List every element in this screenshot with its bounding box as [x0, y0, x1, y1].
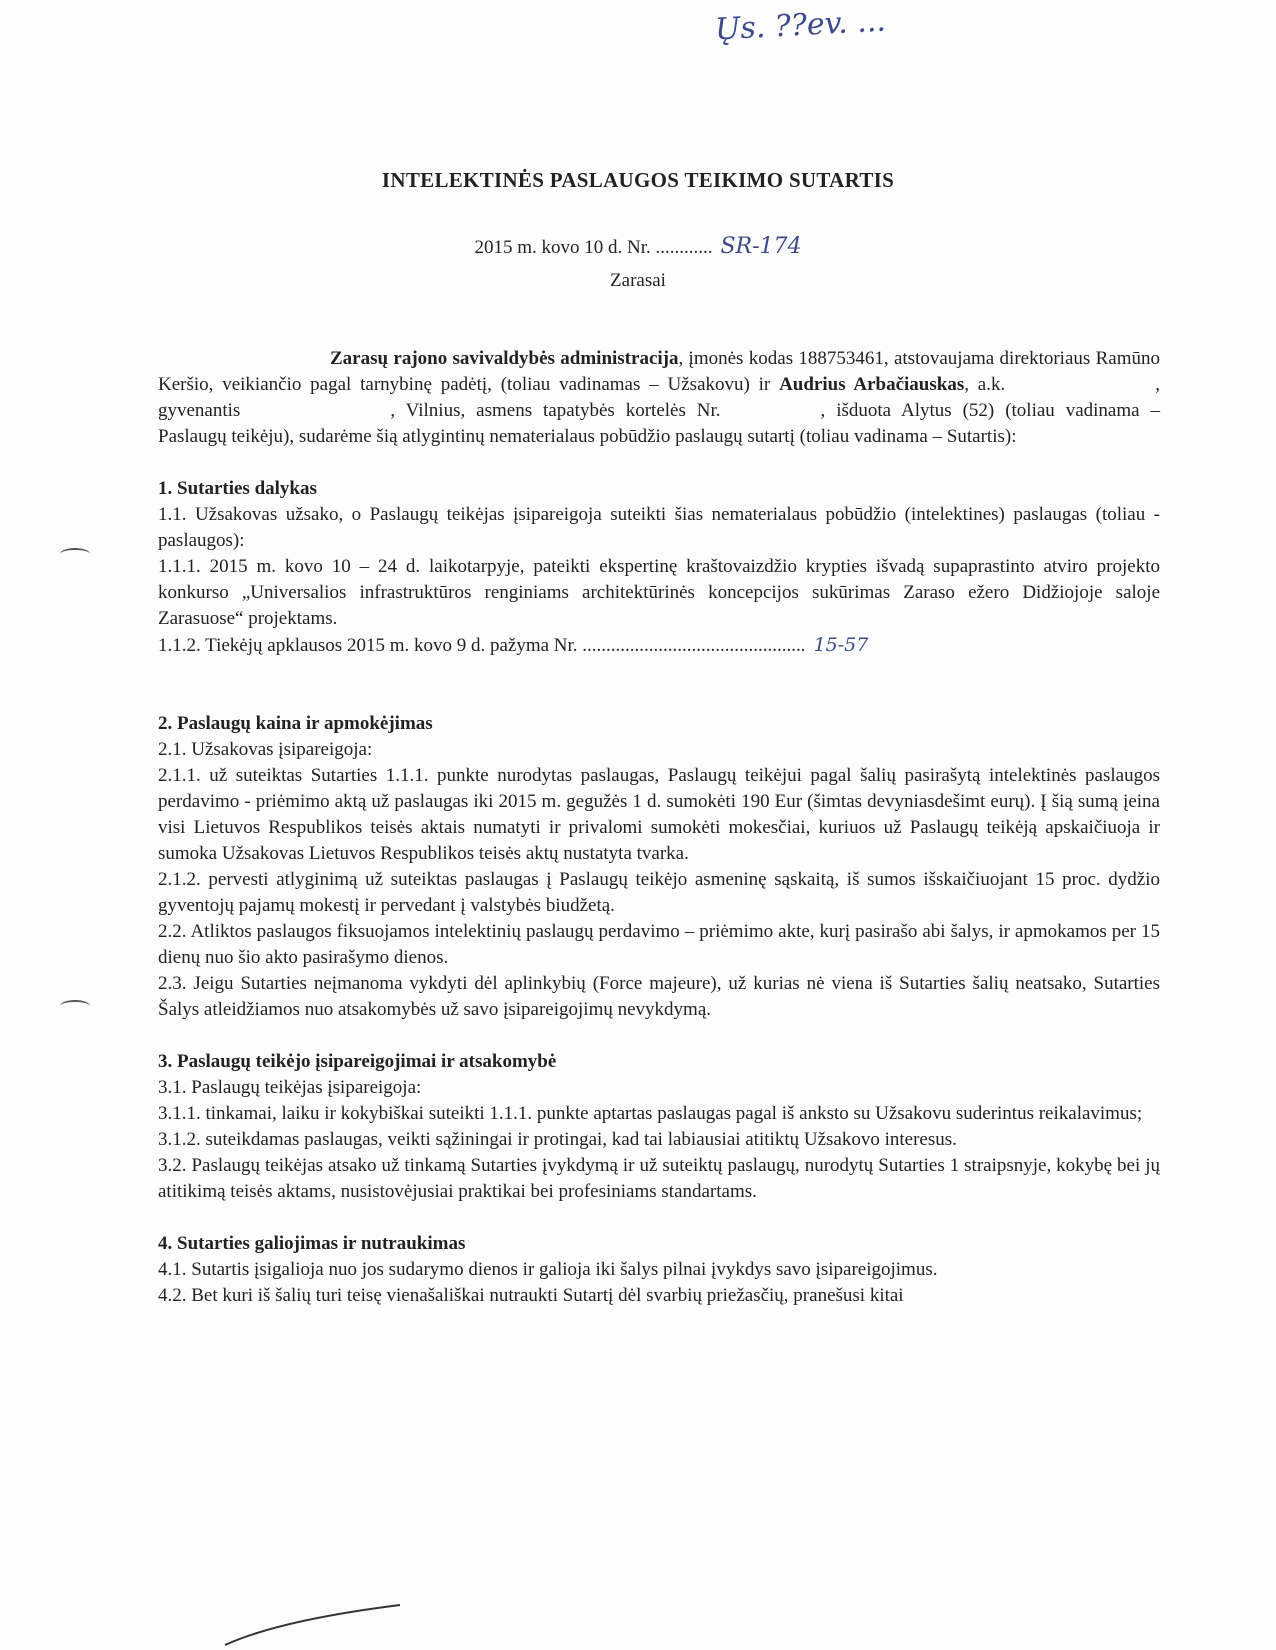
clause: 2.3. Jeigu Sutarties neįmanoma vykdyti dėl aplinkybių (Force majeure), už kurias nė viena iš Sutarties šalių neatsako, Sutarties Šalys atleidžiamos nuo atsakomybės už savo įsipareigojimų nevykdymą. — [158, 973, 1160, 1020]
document-body — [158, 346, 1160, 1309]
handwritten-certificate-number: 15-57 — [813, 634, 869, 656]
handwritten-note: Ųs. ??ev. ... — [714, 3, 887, 48]
clause: 4.1. Sutartis įsigalioja nuo jos sudarymo dienos ir galioja iki šalys pilnai įvykdys savo įsipareigojimus. — [158, 1259, 938, 1280]
scan-mark — [60, 548, 90, 560]
signature-stroke — [220, 1600, 420, 1650]
clause-text: 1.1.2. Tiekėjų apklausos 2015 m. kovo 9 d. pažyma Nr. ............................................... — [158, 635, 806, 656]
clause: 2.1.2. pervesti atlyginimą už suteiktas paslaugas į Paslaugų teikėjo asmeninę sąskaitą, iš sumos išskaičiuojant 15 proc. dydžio gyventojų pajamų mokestį ir pervedant į valstybės biudžetą. — [158, 869, 1160, 916]
intro-text: , a.k. — [964, 374, 1006, 395]
clause: 3.1.1. tinkamai, laiku ir kokybiškai suteikti 1.1.1. punkte aptartas paslaugas pagal iš anksto su Užsakovu suderintus reikalavimus; — [158, 1103, 1143, 1124]
clause: 1.1.1. 2015 m. kovo 10 – 24 d. laikotarpyje, pateikti ekspertinę kraštovaizdžio krypties išvadą supaprastinto atviro projekto konkurso „Universalios infrastruktūros renginiams architektūrinės koncepcijos sukūrimas Zaraso ežero Didžiojoje saloje Zarasuose“ projektams. — [158, 556, 1160, 629]
clause: 3.2. Paslaugų teikėjas atsako už tinkamą Sutarties įvykdymą ir už suteiktų paslaugų, nurodytų Sutarties 1 straipsnyje, kokybę bei jų atitikimą teisės aktams, nusistovėjusiai praktikai bei profesiniams standartams. — [158, 1155, 1160, 1202]
intro-paragraph — [158, 346, 1160, 450]
clause: 3.1. Paslaugų teikėjas įsipareigoja: — [158, 1077, 422, 1098]
section-heading: 3. Paslaugų teikėjo įsipareigojimai ir atsakomybė — [158, 1051, 557, 1072]
clause: 2.2. Atliktos paslaugos fiksuojamos intelektinių paslaugų perdavimo – priėmimo akte, kurį pasirašo abi šalys, ir apmokamos per 15 dienų nuo šio akto pasirašymo dienos. — [158, 921, 1160, 968]
section-heading: 2. Paslaugų kaina ir apmokėjimas — [158, 713, 433, 734]
intro-text: , Vilnius, asmens tapatybės kortelės Nr. — [390, 400, 721, 421]
document-place: Zarasai — [610, 270, 666, 291]
party-customer: Zarasų rajono savivaldybės administracija — [330, 348, 679, 369]
section-heading: 4. Sutarties galiojimas ir nutraukimas — [158, 1233, 466, 1254]
intro-text: , išduota Alytus (52) (toliau vadinama – Paslaugų teikėju), sudarėme šią atlygintinų nematerialaus pobūdžio paslaugų sutartį (toliau vadinama – Sutartis): — [158, 400, 1161, 447]
clause: 3.1.2. suteikdamas paslaugas, veikti sąžiningai ir protingai, kad tai labiausiai atitiktų Užsakovo interesus. — [158, 1129, 957, 1150]
scan-mark — [60, 1000, 90, 1012]
handwritten-contract-number: SR-174 — [720, 234, 802, 259]
intro-text: , gyvenantis — [158, 374, 1160, 421]
clause: 2.1. Užsakovas įsipareigoja: — [158, 739, 373, 760]
clause: 1.1. Užsakovas užsako, o Paslaugų teikėjas įsipareigoja suteikti šias nematerialaus pobūdžio (intelektines) paslaugas (toliau - paslaugos): — [158, 504, 1160, 551]
party-provider: Audrius Arbačiauskas — [779, 374, 965, 395]
date-line: 2015 m. kovo 10 d. Nr. ............ — [474, 237, 713, 258]
clause — [158, 632, 1160, 659]
document-date — [0, 232, 1276, 263]
intro-text: , įmonės kodas 188753461, atstovaujama direktoriaus Ramūno Keršio, veikiančio pagal tarnybinę padėtį, (toliau vadinamas – Užsakovu) ir — [158, 348, 1160, 395]
clause: 4.2. Bet kuri iš šalių turi teisę vienašališkai nutraukti Sutartį dėl svarbių priežasčių, pranešusi kitai — [158, 1285, 904, 1306]
section-heading: 1. Sutarties dalykas — [158, 478, 317, 499]
document-title: INTELEKTINĖS PASLAUGOS TEIKIMO SUTARTIS — [381, 168, 895, 192]
clause: 2.1.1. už suteiktas Sutarties 1.1.1. punkte nurodytas paslaugas, Paslaugų teikėjui pagal šalių pasirašytą intelektinės paslaugos perdavimo - priėmimo aktą už paslaugas iki 2015 m. gegužės 1 d. sumokėti 190 Eur (šimtas devyniasdešimt eurų). Į šią sumą įeina visi Lietuvos Respublikos teisės aktais numatyti ir privalomi sumokėti mokesčiai, kuriuos už Paslaugų teikėją apskaičiuoja ir sumoka Užsakovas Lietuvos Respublikos teisės aktų nustatyta tvarka. — [158, 765, 1160, 864]
